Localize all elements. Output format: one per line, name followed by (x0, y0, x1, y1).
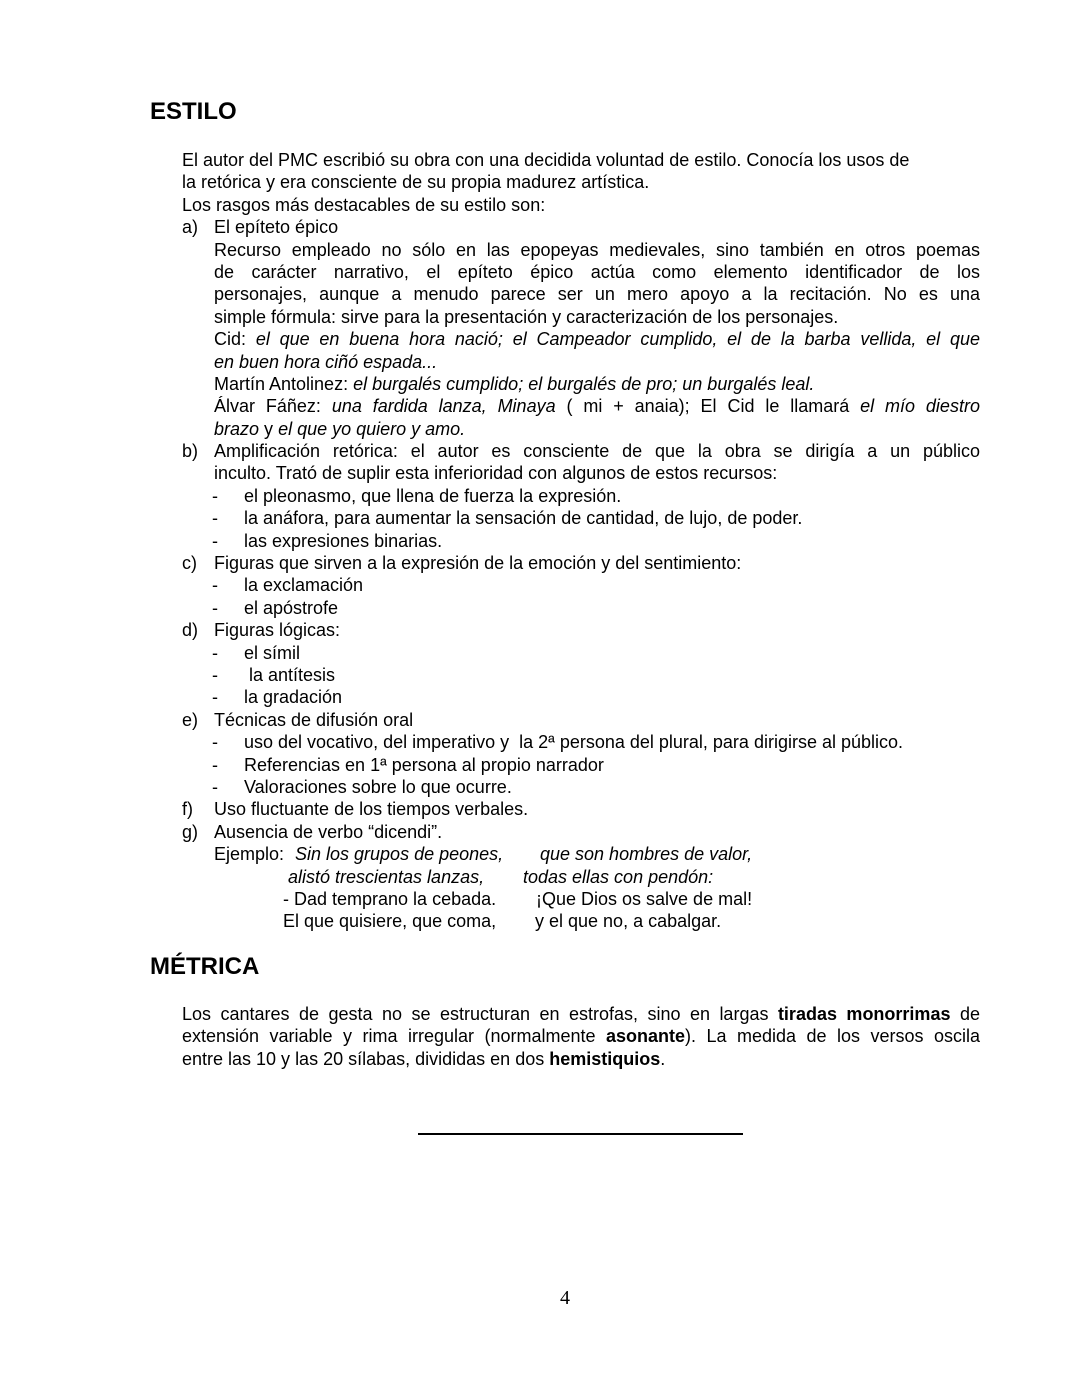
martin-epithets: el burgalés cumplido; el burgalés de pro; un burgalés leal. (353, 373, 815, 394)
b-item: la anáfora, para aumentar la sensación de cantidad, de lujo, de poder. (244, 508, 803, 529)
item-g-title: Ausencia de verbo “dicendi”. (214, 821, 443, 842)
verse-2a: alistó trescientas lanzas, (288, 866, 485, 887)
a-paragraph-line: personajes, aunque a menudo parece ser un mero apoyo a la recitación. No es una (214, 284, 980, 305)
item-a-body (182, 239, 980, 441)
verse-3b: ¡Que Dios os salve de mal! (536, 888, 753, 909)
alvar-text-2: y (264, 418, 274, 439)
item-d (182, 619, 980, 641)
item-e-title: Técnicas de difusión oral (214, 709, 414, 730)
alvar-epithet-2: el mío diestro (860, 396, 980, 417)
alvar-epithet-4: el que yo quiero y amo. (278, 418, 466, 439)
list-item: - el pleonasmo, que llena de fuerza la expresión. (182, 485, 980, 507)
estilo-heading: ESTILO (150, 98, 237, 125)
metrica-term: hemistiquios (549, 1048, 661, 1069)
separator-rule (418, 1133, 743, 1135)
item-b-label: b) (182, 441, 199, 462)
a-paragraph-line: simple fórmula: sirve para la presentación y caracterización de los personajes. (214, 306, 839, 327)
item-d-title: Figuras lógicas: (214, 620, 341, 641)
item-d-label: d) (182, 620, 199, 641)
e-item: uso del vocativo, del imperativo y la 2ª persona del plural, para dirigirse al público. (244, 732, 904, 753)
a-paragraph-line: Recurso empleado no sólo en las epopeyas medievales, sino también en otros poemas (214, 239, 980, 260)
metrica-line (182, 1048, 980, 1070)
cid-line (214, 328, 980, 350)
martin-label: Martín Antolinez: (214, 373, 349, 394)
cid-epithets-2: en buen hora ciñó espada... (214, 351, 438, 372)
d-item: la antítesis (244, 664, 336, 685)
c-item: la exclamación (244, 575, 364, 596)
metrica-section (182, 1003, 980, 1070)
list-item: - Referencias en 1ª persona al propio narrador (182, 754, 980, 776)
metrica-line (182, 1025, 980, 1047)
example-verse (182, 866, 980, 888)
item-f (182, 798, 980, 820)
verse-4a: El que quisiere, que coma, (283, 911, 497, 932)
c-item: el apóstrofe (244, 597, 339, 618)
item-f-label: f) (182, 799, 193, 820)
item-c-title: Figuras que sirven a la expresión de la emoción y del sentimiento: (214, 553, 742, 574)
list-item: - la exclamación (182, 574, 980, 596)
b-item: las expresiones binarias. (244, 530, 443, 551)
item-b-line1: Amplificación retórica: el autor es consciente de que la obra se dirigía a un público (214, 441, 980, 462)
alvar-line (214, 395, 980, 417)
alvar-epithet: una fardida lanza, Minaya (331, 396, 556, 417)
d-item: la gradación (244, 687, 343, 708)
list-item: - uso del vocativo, del imperativo y la 2ª persona del plural, para dirigirse al público. (182, 731, 980, 753)
metrica-text: de (959, 1004, 980, 1024)
martin-line (214, 373, 980, 395)
verse-2b: todas ellas con pendón: (523, 866, 714, 887)
list-item: - el apóstrofe (182, 597, 980, 619)
example-verse (182, 910, 980, 932)
item-c (182, 552, 980, 574)
e-item: Referencias en 1ª persona al propio narrador (244, 754, 604, 775)
intro-line: El autor del PMC escribió su obra con una decidida voluntad de estilo. Conocía los usos de (182, 150, 910, 170)
item-e-label: e) (182, 709, 199, 730)
metrica-text: ). La medida de los versos oscila (685, 1026, 981, 1047)
verse-3a: - Dad temprano la cebada. (283, 888, 497, 909)
example-label: Ejemplo: (214, 844, 285, 865)
cid-label: Cid: (214, 329, 247, 350)
estilo-section (182, 149, 980, 933)
alvar-epithet-3: brazo (214, 418, 260, 439)
metrica-text: entre las 10 y las 20 sílabas, divididas en dos (182, 1048, 545, 1069)
example-verse (182, 843, 980, 865)
page-number: 4 (560, 1287, 570, 1309)
item-a (182, 216, 980, 238)
item-c-label: c) (182, 553, 197, 574)
item-e (182, 709, 980, 731)
item-g-label: g) (182, 821, 199, 842)
metrica-heading: MÉTRICA (150, 953, 260, 980)
a-paragraph-line: de carácter narrativo, el epíteto épico actúa como elemento identificador de los (214, 261, 980, 282)
item-g (182, 821, 980, 843)
alvar-text: ( mi + anaia); El Cid le llamará (566, 396, 850, 417)
metrica-line (182, 1003, 980, 1025)
alvar-line-2 (214, 418, 980, 440)
list-item: - Valoraciones sobre lo que ocurre. (182, 776, 980, 798)
metrica-text: extensión variable y rima irregular (normalmente (182, 1026, 596, 1047)
verse-4b: y el que no, a cabalgar. (535, 911, 722, 932)
example-verse (182, 888, 980, 910)
metrica-text: Los cantares de gesta no se estructuran en estrofas, sino en largas (182, 1004, 769, 1024)
metrica-text: . (660, 1048, 666, 1069)
item-b (182, 440, 980, 462)
cid-epithets: el que en buena hora nació; el Campeador cumplido, el de la barba vellida, el que (255, 329, 980, 350)
intro-line: Los rasgos más destacables de su estilo son: (182, 194, 546, 215)
list-item: - la gradación (182, 686, 980, 708)
d-item: el símil (244, 642, 301, 663)
e-item: Valoraciones sobre lo que ocurre. (244, 776, 512, 797)
alvar-label: Álvar Fáñez: (214, 396, 321, 417)
metrica-term: tiradas monorrimas (777, 1004, 951, 1024)
intro-line: la retórica y era consciente de su propia madurez artística. (182, 172, 650, 193)
item-b-line2: inculto. Trató de suplir esta inferioridad con algunos de estos recursos: (214, 463, 778, 484)
list-item: - el símil (182, 642, 980, 664)
cid-line-2 (214, 351, 980, 373)
list-item: - la antítesis (182, 664, 980, 686)
metrica-term: asonante (606, 1026, 686, 1047)
verse-1a: Sin los grupos de peones, (295, 844, 504, 865)
verse-1b: que son hombres de valor, (540, 844, 753, 865)
item-f-title: Uso fluctuante de los tiempos verbales. (214, 799, 529, 820)
b-item: el pleonasmo, que llena de fuerza la expresión. (244, 485, 622, 506)
list-item: - la anáfora, para aumentar la sensación de cantidad, de lujo, de poder. (182, 507, 980, 529)
item-a-label: a) (182, 217, 199, 238)
list-item: - las expresiones binarias. (182, 530, 980, 552)
item-a-title: El epíteto épico (214, 217, 339, 238)
